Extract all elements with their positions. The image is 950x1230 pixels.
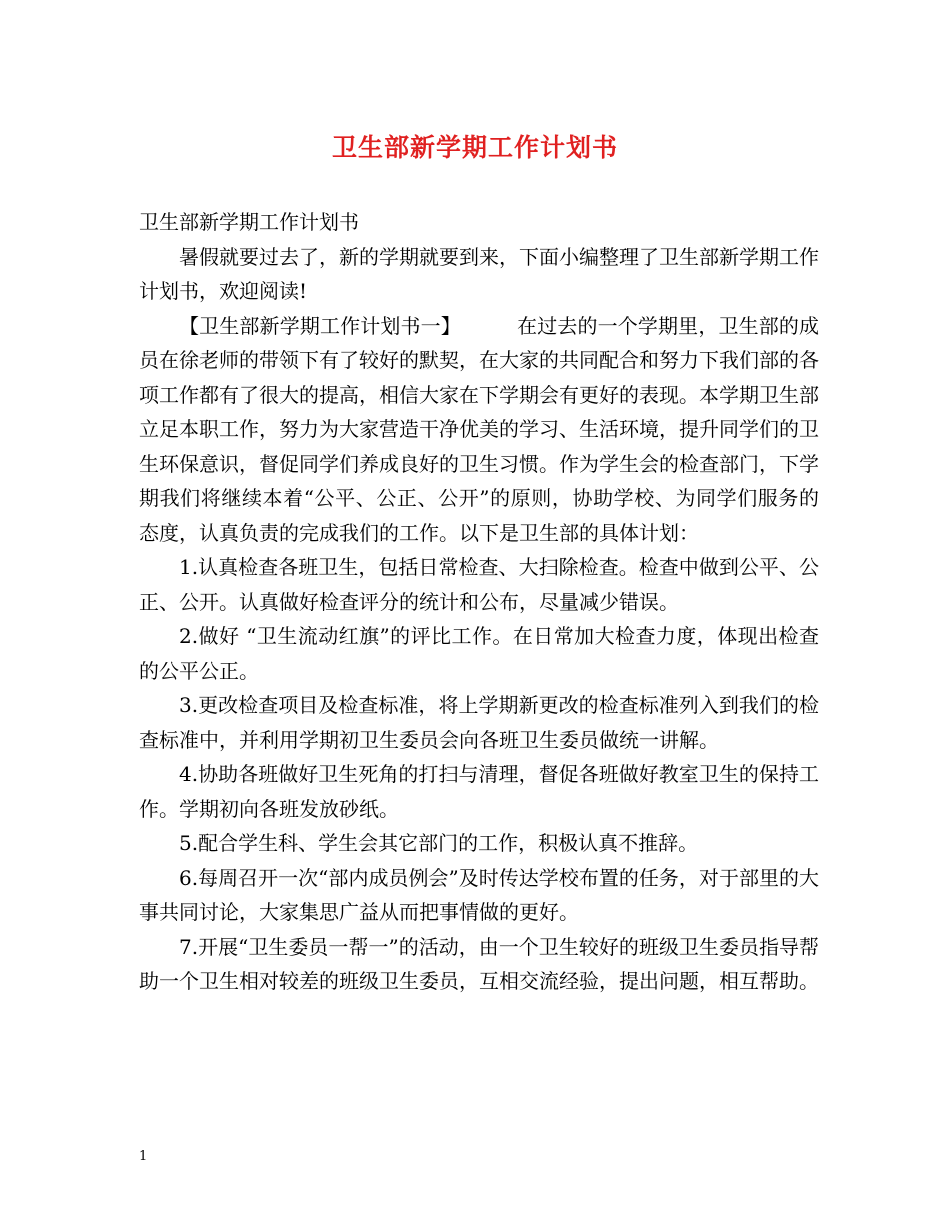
plan-item: 7.开展“卫生委员一帮一”的活动，由一个卫生较好的班级卫生委员指导帮助一个卫生相对较差的班级卫生委员，互相交流经验，提出问题，相互帮助。 bbox=[139, 934, 819, 993]
plan-item: 1.认真检查各班卫生，包括日常检查、大扫除检查。检查中做到公平、公正、公开。认真做好检查评分的统计和公布，尽量减少错误。 bbox=[139, 555, 819, 614]
plan-item: 3.更改检查项目及检查标准，将上学期新更改的检查标准列入到我们的检查标准中，并利用学期初卫生委员会向各班卫生委员做统一讲解。 bbox=[139, 693, 819, 752]
document-body bbox=[139, 205, 819, 999]
section-heading: 【卫生部新学期工作计划书一】 bbox=[179, 313, 461, 338]
section-paragraph bbox=[139, 309, 819, 551]
plan-item: 2.做好 “卫生流动红旗”的评比工作。在日常加大检查力度，体现出检查的公平公正。 bbox=[139, 624, 819, 683]
plan-item: 5.配合学生科、学生会其它部门的工作，积极认真不推辞。 bbox=[179, 831, 699, 855]
plan-item: 6.每周召开一次“部内成员例会”及时传达学校布置的任务，对于部里的大事共同讨论，大家集思广益从而把事情做的更好。 bbox=[139, 865, 819, 924]
document-title: 卫生部新学期工作计划书 bbox=[331, 133, 618, 162]
page-number: 1 bbox=[139, 1149, 148, 1164]
intro-paragraph: 暑假就要过去了，新的学期就要到来，下面小编整理了卫生部新学期工作计划书，欢迎阅读! bbox=[139, 244, 819, 303]
section-body: 在过去的一个学期里，卫生部的成员在徐老师的带领下有了较好的默契，在大家的共同配合和努力下我们部的各项工作都有了很大的提高，相信大家在下学期会有更好的表现。本学期卫生部立足本职工作，努力为大家营造干净优美的学习、生活环境，提升同学们的卫生环保意识，督促同学们养成良好的卫生习惯。作为学生会的检查部门，下学期我们将继续本着“公平、公正、公开”的原则，协助学校、为同学们服务的态度，认真负责的完成我们的工作。以下是卫生部的具体计划： bbox=[139, 313, 820, 545]
document-subtitle: 卫生部新学期工作计划书 bbox=[139, 210, 359, 234]
plan-item: 4.协助各班做好卫生死角的打扫与清理，督促各班做好教室卫生的保持工作。学期初向各班发放砂纸。 bbox=[139, 762, 819, 821]
